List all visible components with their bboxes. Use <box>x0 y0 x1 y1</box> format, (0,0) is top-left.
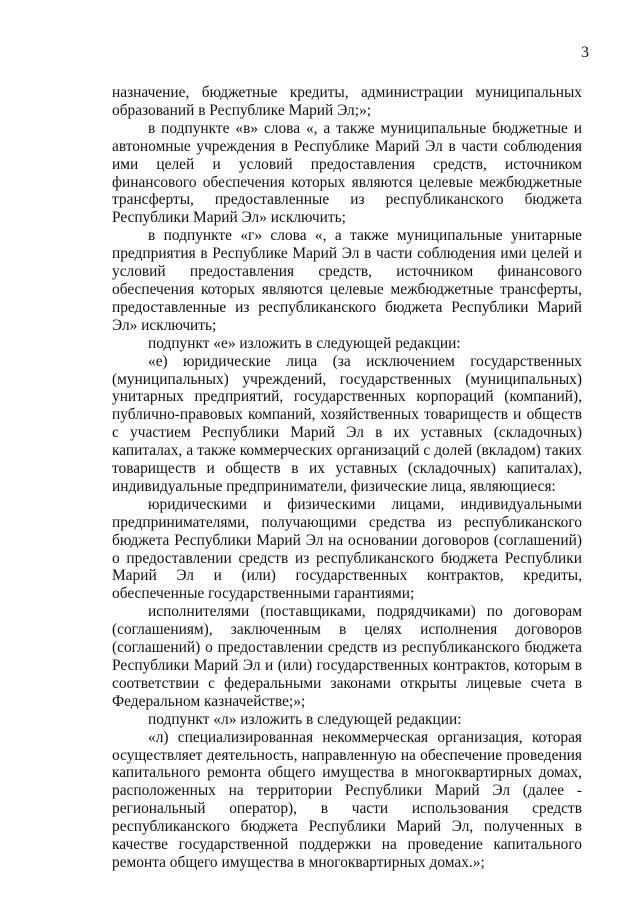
paragraph-legal-entities: юридическими и физическими лицами, индивидуальными предпринимателями, получающими средства из республиканского бюджета Республики Марий Эл на основании договоров (соглашений) о предоставлении средств из республиканского бюджета Республики Марий Эл и (или) государственных контрактов, кредиты, обеспеченные государственными гарантиями; <box>112 495 582 603</box>
paragraph-subitem-l-intro: подпункт «л» изложить в следующей редакции: <box>148 710 462 728</box>
page-number: 3 <box>581 44 589 61</box>
paragraph-continuation: назначение, бюджетные кредиты, администрации муниципальных образований в Республике Марий Эл;»; <box>112 84 582 119</box>
paragraph-subitem-e-text: «е) юридические лица (за исключением государственных (муниципальных) учреждений, государственных (муниципальных) унитарных предприятий, государственных корпораций (компаний), публично-правовых компаний, хозяйственных товариществ и обществ с участием Республики Марий Эл в их уставных (складочных) капиталах, а также коммерческих организаций с долей (вкладом) таких товариществ и обществ в их уставных (складочных) капиталах), индивидуальные предприниматели, физические лица, являющиеся: <box>112 352 582 495</box>
paragraph-subitem-v: в подпункте «в» слова «, а также муниципальные бюджетные и автономные учреждения в Республике Марий Эл в части соблюдения ими целей и условий предоставления средств, источником финансового обеспечения которых являются целевые межбюджетные трансферты, предоставленные из республиканского бюджета Республики Марий Эл» исключить; <box>112 119 582 227</box>
paragraph-subitem-e-intro: подпункт «е» изложить в следующей редакции: <box>148 334 461 352</box>
paragraph-subitem-g: в подпункте «г» слова «, а также муниципальные унитарные предприятия в Республике Марий Эл в части соблюдения ими целей и условий предоставления средств, источником финансового обеспечения которых являются целевые межбюджетные трансферты, предоставленные из республиканского бюджета Республики Марий Эл» исключить; <box>112 227 582 334</box>
document-body <box>112 84 582 872</box>
paragraph-contractors: исполнителями (поставщиками, подрядчиками) по договорам (соглашениям), заключенным в целях исполнения договоров (соглашений) о предоставлении средств из республиканского бюджета Республики Марий Эл и (или) государственных контрактов, которым в соответствии с федеральными законами открыты лицевые счета в Федеральном казначействе;»; <box>112 603 582 710</box>
paragraph-subitem-l-text: «л) специализированная некоммерческая организация, которая осуществляет деятельность, направленную на обеспечение проведения капитального ремонта общего имущества в многоквартирных домах, расположенных на территории Республики Марий Эл (далее - региональный оператор), в части использования средств республиканского бюджета Республики Марий Эл, полученных в качестве государственной поддержки на проведение капитального ремонта общего имущества в многоквартирных домах.»; <box>112 728 582 871</box>
